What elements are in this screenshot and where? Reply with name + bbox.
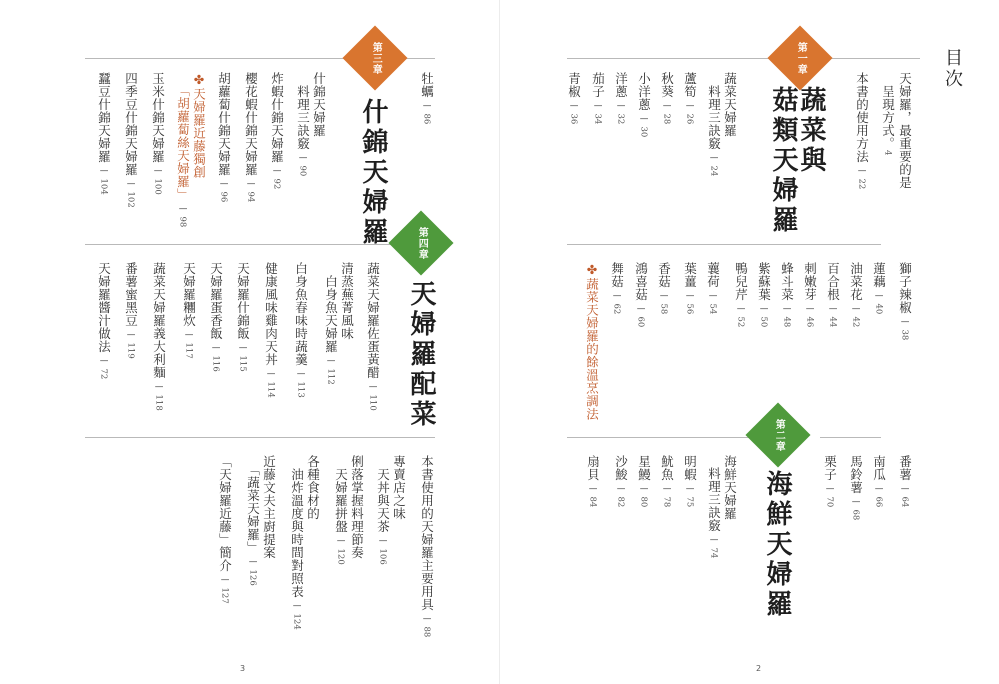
toc-entry[interactable]: 油菜花─42 xyxy=(848,262,864,328)
toc-entry[interactable]: 蔬菜天婦羅 xyxy=(722,72,738,137)
rule-chapter3 xyxy=(85,58,355,59)
toc-entry[interactable]: 蘘荷─54 xyxy=(705,262,721,315)
chapter1-title-line2: 菇類天婦羅 xyxy=(768,86,798,236)
toc-entry[interactable]: 天婦羅什錦飯─115 xyxy=(235,262,251,372)
toc-heading: 目次 xyxy=(942,48,963,90)
toc-entry[interactable]: 青椒─36 xyxy=(566,72,582,125)
toc-entry[interactable]: 魷魚─78 xyxy=(659,455,675,508)
toc-entry[interactable]: 番薯蜜黑豆─119 xyxy=(123,262,139,359)
toc-entry[interactable]: 獅子辣椒─38 xyxy=(897,262,913,341)
toc-entry[interactable]: 玉米什錦天婦羅─100 xyxy=(150,72,166,195)
toc-note[interactable]: 「胡蘿蔔絲天婦羅」─98 xyxy=(175,84,191,228)
toc-entry[interactable]: 「天婦羅近藤」簡介─127 xyxy=(217,455,233,604)
toc-entry[interactable]: 白身魚春味時蔬羹─113 xyxy=(293,262,309,398)
rule-middle xyxy=(567,244,881,245)
toc-entry[interactable]: 清蒸蕪菁風味 xyxy=(339,262,355,340)
toc-entry[interactable]: 鴨兒芹─52 xyxy=(733,262,749,328)
toc-entry[interactable]: 蘆筍─26 xyxy=(682,72,698,125)
toc-entry[interactable]: 鴻喜菇─60 xyxy=(633,262,649,328)
chapter2-title: 海鮮天婦羅 xyxy=(762,470,792,620)
chapter3-badge: 第三章 xyxy=(370,41,382,75)
chapter1-title-line1: 蔬菜與 xyxy=(796,86,826,176)
toc-entry[interactable]: 舞菇─62 xyxy=(609,262,625,315)
chapter4-badge: 第四章 xyxy=(416,226,428,260)
toc-entry[interactable]: 蔬菜天婦羅義大利麵─118 xyxy=(151,262,167,411)
toc-entry[interactable]: 馬鈴薯─68 xyxy=(848,455,864,521)
toc-entry[interactable]: 秋葵─28 xyxy=(659,72,675,125)
rule-chapter2-b xyxy=(820,437,881,438)
toc-entry[interactable]: 星鰻─80 xyxy=(636,455,652,508)
rule-bottom xyxy=(85,437,435,438)
toc-entry[interactable]: 近藤文夫主廚提案 xyxy=(261,455,277,559)
toc-entry[interactable]: 天婦羅糰炊─117 xyxy=(181,262,197,359)
chapter2-badge: 第二章 xyxy=(773,418,785,452)
toc-entry[interactable]: 料理三訣竅─74 xyxy=(706,467,722,559)
chapter3-title: 什錦天婦羅 xyxy=(358,98,388,248)
rule-chapter1-b xyxy=(820,58,920,59)
toc-entry[interactable]: 呈現方式。4 xyxy=(880,85,896,156)
toc-entry[interactable]: 番薯─64 xyxy=(897,455,913,508)
toc-entry[interactable]: 本書的使用方法─22 xyxy=(854,72,870,190)
toc-entry[interactable]: 蠶豆什錦天婦羅─104 xyxy=(96,72,112,195)
toc-entry[interactable]: 香菇─58 xyxy=(656,262,672,315)
toc-entry[interactable]: 蓮藕─40 xyxy=(871,262,887,315)
toc-entry[interactable]: 牡蠣─86 xyxy=(419,72,435,125)
toc-entry[interactable]: 各種食材的 xyxy=(305,455,321,520)
toc-entry[interactable]: 小洋蔥─30 xyxy=(636,72,652,138)
toc-entry[interactable]: 刺嫩芽─46 xyxy=(802,262,818,328)
toc-note[interactable]: ✤天婦羅近藤獨創 xyxy=(191,72,207,179)
toc-entry[interactable]: 南瓜─66 xyxy=(871,455,887,508)
right-page xyxy=(500,0,999,684)
toc-entry[interactable]: 扇貝─84 xyxy=(585,455,601,508)
chapter1-badge: 第一章 xyxy=(795,41,807,75)
toc-entry[interactable]: 天婦羅蛋香飯─116 xyxy=(208,262,224,372)
toc-entry[interactable]: 茄子─34 xyxy=(590,72,606,125)
toc-entry[interactable]: 海鮮天婦羅 xyxy=(722,455,738,520)
toc-entry[interactable]: 櫻花蝦什錦天婦羅─94 xyxy=(243,72,259,203)
toc-entry[interactable]: 天婦羅拼盤─120 xyxy=(333,468,349,565)
toc-entry[interactable]: 本書使用的天婦羅主要用具─88 xyxy=(419,455,435,638)
page-number-left: 3 xyxy=(240,664,246,673)
toc-entry[interactable]: 天丼與天茶─106 xyxy=(375,468,391,565)
toc-entry[interactable]: 料理三訣竅─24 xyxy=(706,85,722,177)
chapter4-title: 天婦羅配菜 xyxy=(406,280,436,430)
rule-chapter4 xyxy=(85,244,395,245)
toc-entry[interactable]: 蜂斗菜─48 xyxy=(779,262,795,328)
toc-entry[interactable]: 「蔬菜天婦羅」─126 xyxy=(245,463,261,586)
toc-entry[interactable]: 洋蔥─32 xyxy=(613,72,629,125)
toc-entry[interactable]: 油炸溫度與時間對照表─124 xyxy=(289,468,305,630)
flower-cross-icon: ✤ xyxy=(584,262,600,278)
toc-entry[interactable]: 料理三訣竅─90 xyxy=(295,85,311,177)
toc-entry[interactable]: 專賣店之味 xyxy=(391,455,407,520)
toc-entry[interactable]: 胡蘿蔔什錦天婦羅─96 xyxy=(216,72,232,203)
toc-entry[interactable]: 四季豆什錦天婦羅─102 xyxy=(123,72,139,208)
toc-note[interactable]: ✤蔬菜天婦羅的餘溫烹調法 xyxy=(584,262,600,421)
toc-entry[interactable]: 什錦天婦羅 xyxy=(311,72,327,137)
toc-entry[interactable]: 白身魚天婦羅─112 xyxy=(323,275,339,385)
toc-entry[interactable]: 蔬菜天婦羅佐蛋黃醋─110 xyxy=(365,262,381,411)
toc-entry[interactable]: 紫蘇葉─50 xyxy=(756,262,772,328)
toc-entry[interactable]: 天婦羅醬汁做法─72 xyxy=(96,262,112,380)
toc-entry[interactable]: 天婦羅，最重要的是 xyxy=(897,72,913,189)
toc-entry[interactable]: 炸蝦什錦天婦羅─92 xyxy=(269,72,285,190)
flower-cross-icon: ✤ xyxy=(191,72,207,88)
toc-entry[interactable]: 沙鮻─82 xyxy=(613,455,629,508)
toc-entry[interactable]: 健康風味雞肉天丼─114 xyxy=(263,262,279,398)
left-page xyxy=(0,0,499,684)
toc-entry[interactable]: 百合根─44 xyxy=(825,262,841,328)
rule-chapter1 xyxy=(567,58,781,59)
toc-entry[interactable]: 栗子─70 xyxy=(822,455,838,508)
page-number-right: 2 xyxy=(756,664,762,673)
toc-entry[interactable]: 俐落掌握料理節奏 xyxy=(349,455,365,559)
toc-entry[interactable]: 明蝦─75 xyxy=(682,455,698,508)
toc-entry[interactable]: 葉薑─56 xyxy=(682,262,698,315)
